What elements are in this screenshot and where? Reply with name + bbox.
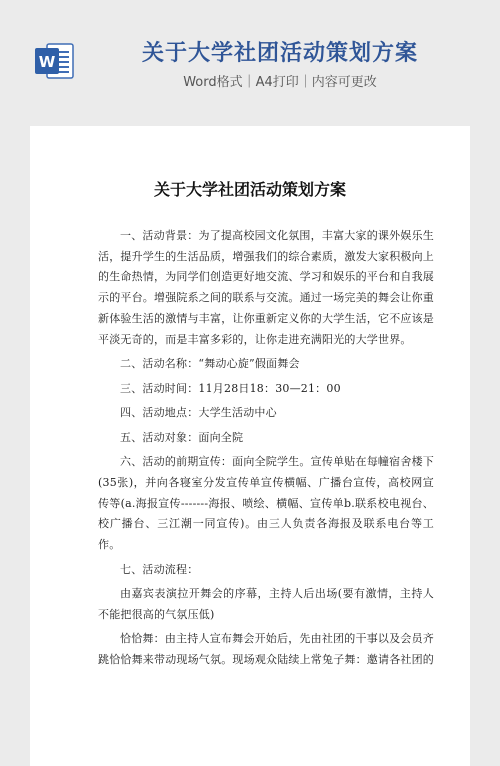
paragraph-time: 三、活动时间：11月28日18：30—21：00 xyxy=(120,381,341,395)
paragraph-process-heading: 七、活动流程： xyxy=(120,562,199,576)
word-icon xyxy=(33,41,75,81)
page-title: 关于大学社团活动策划方案 xyxy=(141,41,418,66)
paragraph-location: 四、活动地点：大学生活动中心 xyxy=(120,406,277,420)
page-header xyxy=(0,0,500,125)
paragraph-chacha: 恰恰舞：由主持人宣布舞会开始后，先由社团的干事以及会员齐跳恰恰舞来带动现场气氛。现场观众陆续上常兔子舞：邀请各社团的 xyxy=(98,632,434,667)
page-subtitle: Word格式｜A4打印｜内容可更改 xyxy=(183,75,377,90)
paragraph-opening: 由嘉宾表演拉开舞会的序幕，主持人后出场(要有激情，主持人不能把很高的气氛压低) xyxy=(98,587,434,621)
document-body xyxy=(98,226,434,675)
paragraph-background: 一、活动背景：为了提高校园文化氛围，丰富大家的课外娱乐生活，提升学生的生活品质，增强我们的综合素质，激发大家积极向上的生命热情，为同学们创造更好地交流、学习和娱乐的平台和自我展示的平台。增强院系之间的联系与交流。通过一场完美的舞会让你重新体验生活的激情与丰富，让你重新定义你的大学生活，它不应该是平淡无奇的，而是丰富多彩的，让你走进充满阳光的大学世界。 xyxy=(98,229,434,346)
paragraph-audience: 五、活动对象：面向全院 xyxy=(120,430,244,444)
paragraph-publicity: 六、活动的前期宣传：面向全院学生。宣传单贴在每幢宿舍楼下(35张)，并向各寝室分发宣传单宣传横幅、广播台宣传，高校网宣传等(a.海报宣传-------海报、喷绘、横幅、宣传单b.联系校电视台、校广播台、三江潮一同宣传)。由三人负责各海报及联系电台等工作。 xyxy=(98,455,434,552)
svg-text:W: W xyxy=(38,53,56,71)
paragraph-name: 二、活动名称：“舞动心旋”假面舞会 xyxy=(120,357,300,371)
document-page xyxy=(30,126,470,766)
document-title: 关于大学社团活动策划方案 xyxy=(153,180,346,199)
